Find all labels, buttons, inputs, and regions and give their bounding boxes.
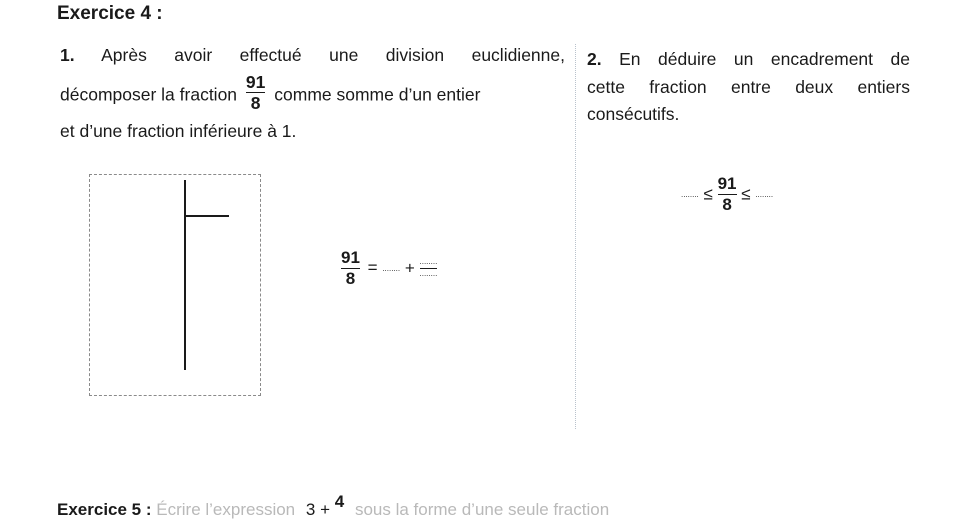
division-horizontal-line (184, 215, 229, 217)
upper-bound-blank: ........ (755, 189, 774, 199)
exercise-5-title: Exercice 5 : (57, 500, 152, 519)
question-1-line-1 (60, 47, 565, 65)
question-1-number: 1. (60, 45, 75, 65)
expression-numerator: 4 (334, 492, 345, 511)
question-2-line-1 (587, 51, 910, 69)
integer-blank: ........ (382, 263, 401, 273)
question-1-text-after: comme somme d’un entier (274, 84, 481, 105)
blank-denominator: ........ (419, 268, 438, 278)
expression-integer: 3 (305, 500, 316, 519)
fraction-91-over-8 (246, 73, 265, 113)
division-box (89, 174, 261, 396)
lower-bound-blank: ........ (681, 189, 699, 199)
question-2-line-2: cette fraction entre deux entiers (587, 77, 910, 97)
less-equal-sign-2: ≤ (741, 184, 751, 204)
question-2-number: 2. (587, 49, 602, 69)
question-1-line-3: et d’une fraction inférieure à 1. (60, 121, 297, 141)
exercise-4-title: Exercice 4 : (57, 3, 163, 24)
decomposition-equation (341, 249, 437, 288)
question-2-line-3: consécutifs. (587, 104, 680, 124)
question-1-line-2 (60, 72, 481, 116)
expression-plus: + (320, 500, 331, 519)
equation-fraction-denominator: 8 (345, 268, 356, 288)
bounding-inequality (681, 175, 773, 214)
fraction-denominator: 8 (250, 93, 261, 114)
equals-sign: = (367, 258, 378, 278)
fraction-numerator: 91 (245, 72, 266, 92)
exercise-5 (57, 492, 610, 520)
blank-fraction (420, 258, 438, 278)
equation-fraction (341, 249, 360, 288)
column-divider (575, 44, 576, 429)
question-1-text-line-1: Après avoir effectué une division euclidienne, (101, 45, 565, 65)
exercise-5-text-before: Écrire l’expression (156, 500, 296, 519)
blank-numerator: ........ (419, 257, 438, 267)
question-2-text-line-1: En déduire un encadrement de (619, 49, 910, 69)
question-1-text-before: décomposer la fraction (60, 84, 238, 105)
inequality-fraction-numerator: 91 (717, 174, 737, 193)
equation-fraction-numerator: 91 (341, 248, 360, 267)
plus-sign: + (404, 258, 415, 278)
exercise-5-text-after: sous la forme d’une seule fraction (354, 500, 610, 519)
inequality-fraction-denominator: 8 (722, 194, 732, 214)
less-equal-sign-1: ≤ (703, 184, 713, 204)
division-vertical-line (184, 180, 186, 370)
inequality-fraction (718, 175, 737, 214)
